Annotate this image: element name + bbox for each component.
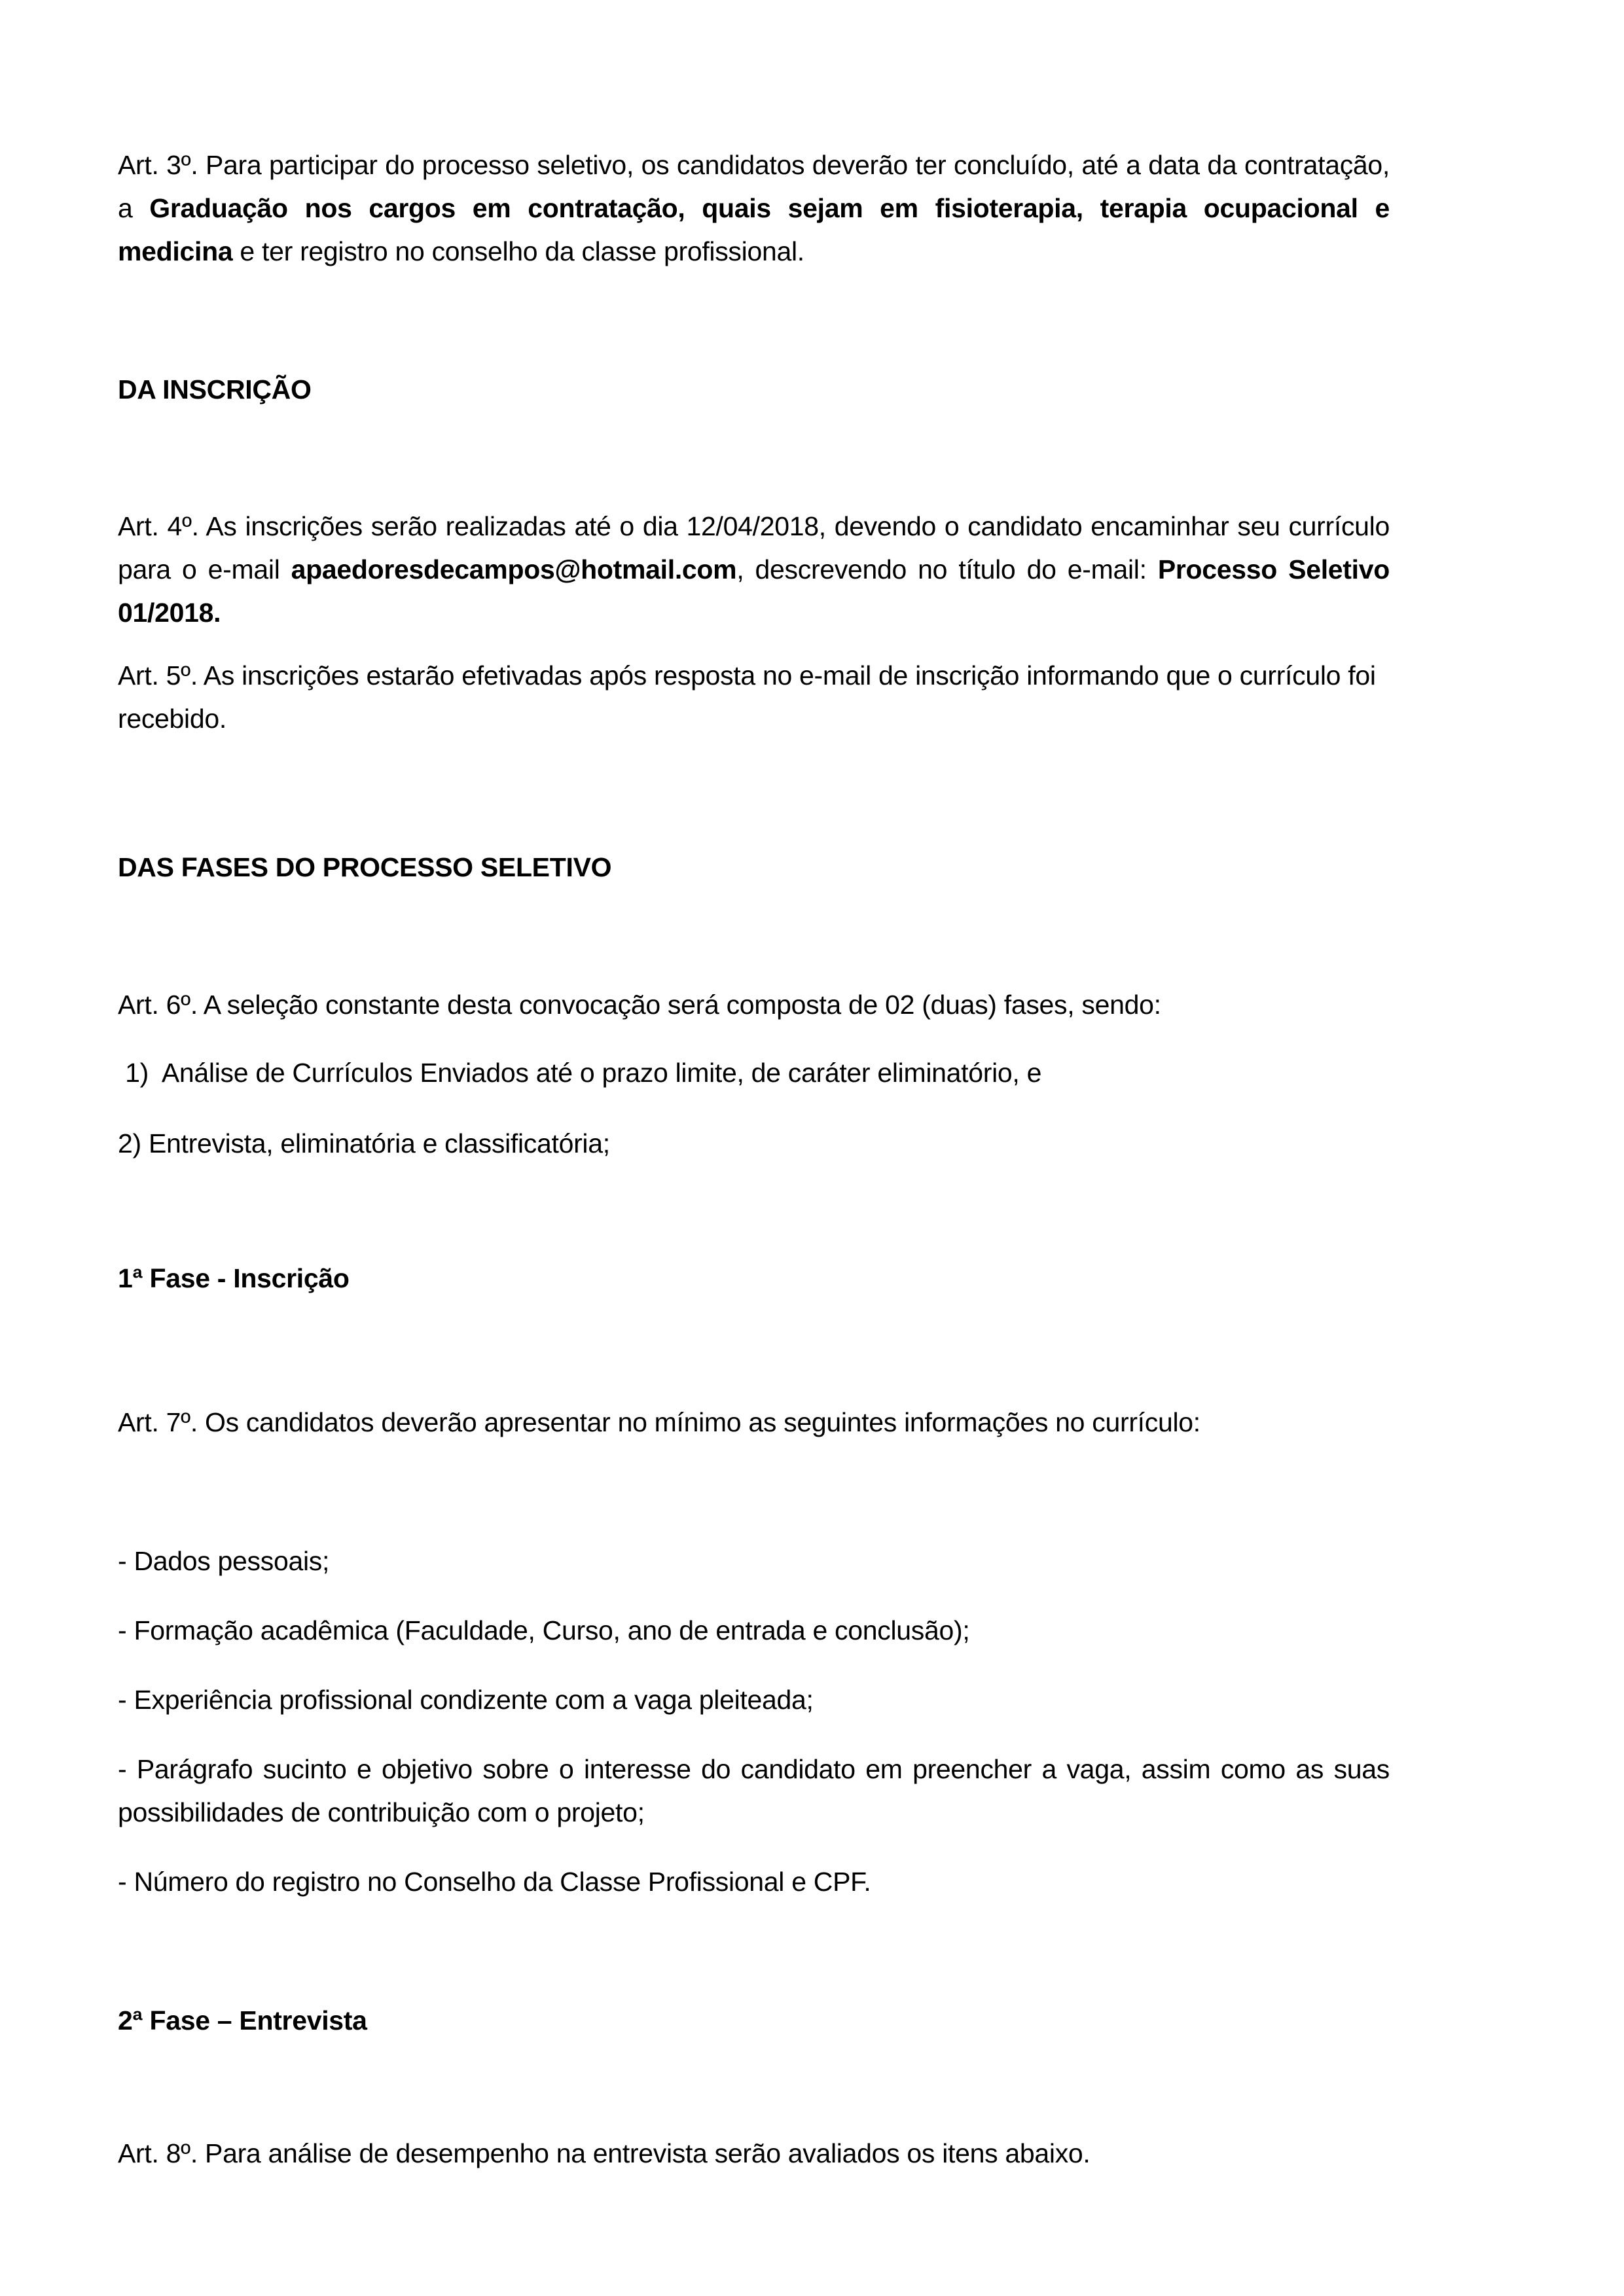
article-4 xyxy=(118,505,1390,634)
phase-1-heading: 1ª Fase - Inscrição xyxy=(118,1263,350,1293)
phase-list-item-2: 2) Entrevista, eliminatória e classificatória; xyxy=(118,1128,610,1158)
article-3 xyxy=(118,143,1390,273)
requirement-item: - Formação acadêmica (Faculdade, Curso, ano de entrada e conclusão); xyxy=(118,1615,970,1645)
article-5: Art. 5º. As inscrições estarão efetivadas após resposta no e-mail de inscrição informando que o currículo foi recebido. xyxy=(118,660,1376,734)
requirement-item: - Parágrafo sucinto e objetivo sobre o interesse do candidato em preencher a vaga, assim como as suas possibilidades de contribuição com o projeto; xyxy=(118,1754,1390,1827)
requirement-item: - Número do registro no Conselho da Classe Profissional e CPF. xyxy=(118,1867,871,1897)
phase-2-heading: 2ª Fase – Entrevista xyxy=(118,2005,367,2036)
contact-email: apaedoresdecampos@hotmail.com xyxy=(291,554,737,584)
email-subject: Processo Seletivo 01/2018. xyxy=(118,554,1390,628)
article-6: Art. 6º. A seleção constante desta convocação será composta de 02 (duas) fases, sendo: xyxy=(118,990,1161,1020)
article-3-bold: Graduação nos cargos em contratação, quais sejam em fisioterapia, terapia ocupacional e medicina xyxy=(118,193,1390,266)
article-4-text: Art. 4º. As inscrições serão realizadas até o dia 12/04/2018, devendo o candidato encaminhar seu currículo para o e-mail xyxy=(118,511,1390,584)
requirement-item: - Experiência profissional condizente com a vaga pleiteada; xyxy=(118,1685,814,1715)
article-3-suffix: e ter registro no conselho da classe profissional. xyxy=(232,236,804,266)
article-3-text: Art. 3º. Para participar do processo seletivo, os candidatos deverão ter concluído, até a data da contratação, a xyxy=(118,150,1390,223)
phase-list-item-1: 1) Análise de Currículos Enviados até o prazo limite, de caráter eliminatório, e xyxy=(118,1058,1042,1088)
section-heading-fases: DAS FASES DO PROCESSO SELETIVO xyxy=(118,852,612,882)
section-heading-inscricao: DA INSCRIÇÃO xyxy=(118,374,312,404)
article-7: Art. 7º. Os candidatos deverão apresentar no mínimo as seguintes informações no currículo: xyxy=(118,1407,1200,1437)
article-8: Art. 8º. Para análise de desempenho na entrevista serão avaliados os itens abaixo. xyxy=(118,2138,1091,2168)
article-4-middle: , descrevendo no título do e-mail: xyxy=(736,554,1158,584)
requirement-item: - Dados pessoais; xyxy=(118,1546,330,1576)
